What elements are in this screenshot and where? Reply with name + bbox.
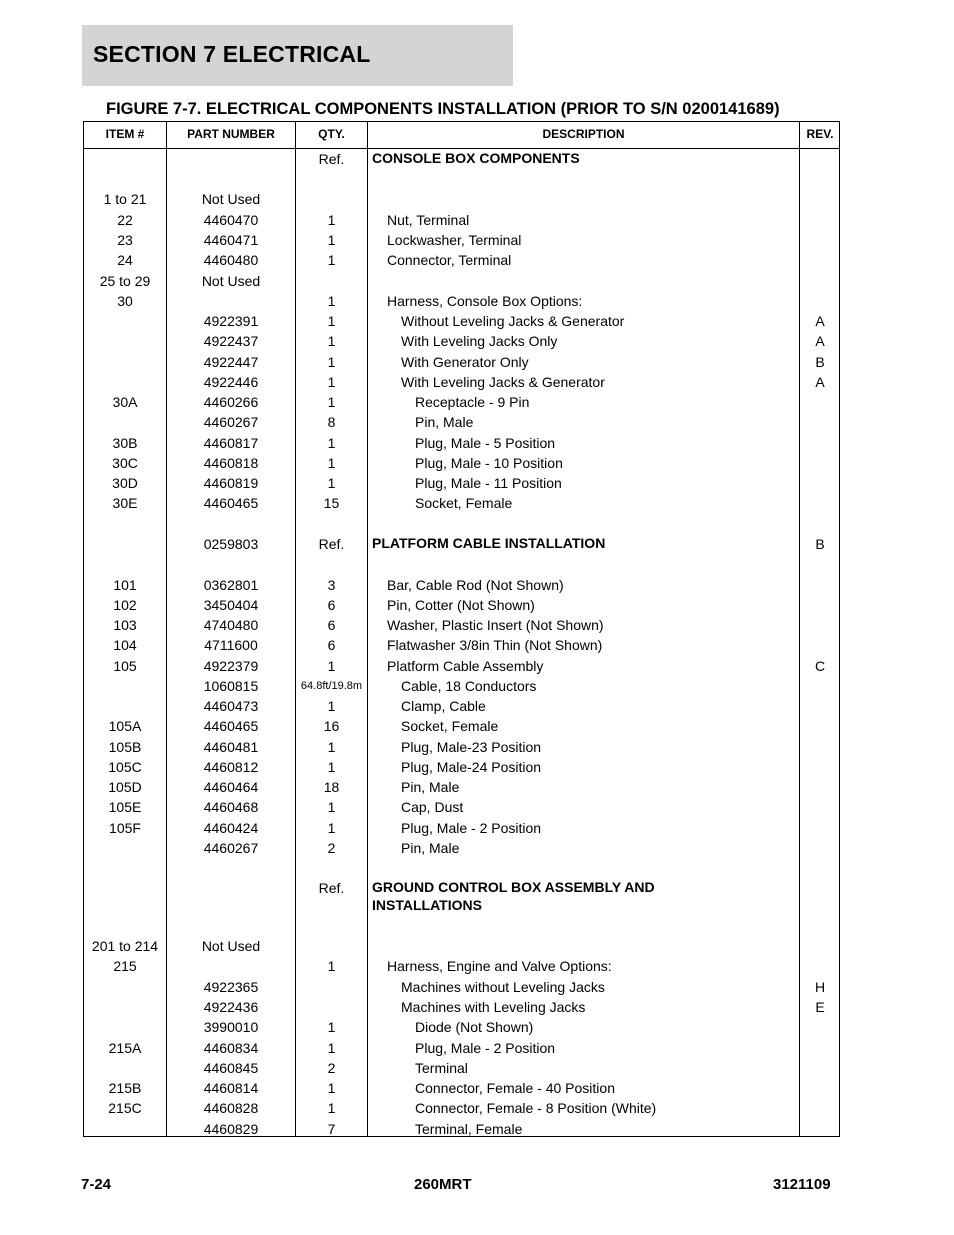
part-number-cell: 4922436 [203, 999, 259, 1015]
table-row [84, 433, 839, 453]
qty-cell: 1 [327, 1019, 336, 1035]
table-row [84, 997, 839, 1017]
part-number-cell: 4460471 [203, 232, 259, 248]
qty-cell: 1 [327, 759, 336, 775]
qty-cell: 1 [327, 739, 336, 755]
qty-cell: 1 [327, 252, 336, 268]
item-cell: 105D [108, 779, 142, 795]
description-cell: Cable, 18 Conductors [401, 678, 537, 694]
item-cell: 24 [117, 252, 133, 268]
table-row [84, 493, 839, 513]
table-row [84, 453, 839, 473]
table-row [84, 250, 839, 270]
qty-cell: 6 [327, 637, 336, 653]
qty-cell: 1 [327, 1080, 336, 1096]
parts-table [83, 121, 840, 1137]
table-row [84, 977, 839, 997]
description-cell: Plug, Male - 5 Position [415, 435, 556, 451]
qty-cell: 1 [327, 658, 336, 674]
table-row [84, 936, 839, 956]
table-row [84, 838, 839, 858]
qty-cell: 1 [327, 333, 336, 349]
description-cell: With Generator Only [401, 354, 529, 370]
qty-cell: 1 [327, 1100, 336, 1116]
table-row [84, 797, 839, 817]
part-number-cell: 3990010 [203, 1019, 259, 1035]
qty-cell: 1 [327, 698, 336, 714]
description-cell: Harness, Engine and Valve Options: [387, 958, 612, 974]
part-number-cell: 4460481 [203, 739, 259, 755]
qty-cell: Ref. [318, 151, 345, 167]
description-cell: Terminal [415, 1060, 468, 1076]
item-cell: 30B [112, 435, 138, 451]
description-cell: Connector, Terminal [387, 252, 512, 268]
table-row [84, 956, 839, 976]
item-cell: 30A [112, 394, 138, 410]
description-cell: Washer, Plastic Insert (Not Shown) [387, 617, 604, 633]
qty-cell: 6 [327, 617, 336, 633]
qty-cell: 1 [327, 455, 336, 471]
description-cell: Pin, Male [401, 840, 460, 856]
part-number-cell: 0259803 [203, 536, 259, 552]
part-number-cell: 4922365 [203, 979, 259, 995]
table-row [84, 676, 839, 696]
part-number-cell: 4740480 [203, 617, 259, 633]
description-cell: Lockwasher, Terminal [387, 232, 522, 248]
description-cell: Plug, Male - 10 Position [415, 455, 563, 471]
table-row [84, 189, 839, 209]
part-number-cell: 4460465 [203, 495, 259, 511]
rev-cell: E [815, 999, 825, 1015]
header-description: DESCRIPTION [542, 127, 625, 141]
rev-cell: B [815, 536, 825, 552]
part-number-cell: 4460266 [203, 394, 259, 410]
description-cell: Diode (Not Shown) [415, 1019, 534, 1035]
qty-cell: 1 [327, 212, 336, 228]
description-cell: Plug, Male-24 Position [401, 759, 542, 775]
item-cell: 215B [108, 1080, 142, 1096]
table-row [84, 271, 839, 291]
description-cell: Machines without Leveling Jacks [401, 979, 605, 995]
part-number-cell: 4460812 [203, 759, 259, 775]
description-cell: Pin, Cotter (Not Shown) [387, 597, 535, 613]
footer-document-number: 3121109 [773, 1176, 831, 1193]
part-number-cell: 4460465 [203, 718, 259, 734]
qty-cell: 1 [327, 1040, 336, 1056]
table-header [84, 122, 839, 149]
qty-cell: 1 [327, 475, 336, 491]
description-cell: Plug, Male - 11 Position [415, 475, 562, 491]
table-row [84, 210, 839, 230]
item-cell: 102 [113, 597, 137, 613]
item-cell: 22 [117, 212, 133, 228]
qty-cell: 1 [327, 394, 336, 410]
table-row [84, 311, 839, 331]
table-row [84, 473, 839, 493]
qty-cell: Ref. [318, 880, 345, 896]
description-cell: With Leveling Jacks Only [401, 333, 558, 349]
description-cell: Pin, Male [401, 779, 460, 795]
table-row [84, 331, 839, 351]
part-number-cell: 4460818 [203, 455, 259, 471]
part-number-cell: 4460424 [203, 820, 259, 836]
description-cell: Clamp, Cable [401, 698, 486, 714]
header-rev: REV. [806, 127, 834, 141]
description-cell: Socket, Female [415, 495, 513, 511]
part-number-cell: 4922447 [203, 354, 259, 370]
qty-cell: 2 [327, 1060, 336, 1076]
part-number-cell: Not Used [201, 938, 261, 954]
header-item: ITEM # [105, 127, 145, 141]
qty-cell: 15 [323, 495, 340, 511]
part-number-cell: 4922437 [203, 333, 259, 349]
description-cell: With Leveling Jacks & Generator [401, 374, 605, 390]
table-row [84, 1098, 839, 1118]
table-row [84, 291, 839, 311]
qty-cell: Ref. [318, 536, 345, 552]
description-cell: CONSOLE BOX COMPONENTS [372, 150, 580, 166]
table-row [84, 534, 839, 554]
part-number-cell: 4460829 [203, 1121, 259, 1137]
table-row [84, 818, 839, 838]
rev-cell: C [814, 658, 826, 674]
part-number-cell: 4711600 [204, 637, 258, 653]
part-number-cell: 4460845 [203, 1060, 259, 1076]
description-cell: Plug, Male - 2 Position [415, 1040, 556, 1056]
table-row [84, 615, 839, 635]
table-row [84, 149, 839, 169]
part-number-cell: 4460828 [203, 1100, 259, 1116]
part-number-cell: 4922379 [203, 658, 259, 674]
item-cell: 1 to 21 [103, 191, 147, 207]
qty-cell: 1 [327, 374, 336, 390]
item-cell: 105B [108, 739, 142, 755]
qty-cell: 1 [327, 799, 336, 815]
description-cell: Nut, Terminal [387, 212, 470, 228]
table-row [84, 757, 839, 777]
part-number-cell: 4460473 [203, 698, 259, 714]
item-cell: 105A [108, 718, 142, 734]
description-cell: Harness, Console Box Options: [387, 293, 583, 309]
section-title: SECTION 7 ELECTRICAL [93, 41, 371, 67]
table-row [84, 1078, 839, 1098]
description-cell: Flatwasher 3/8in Thin (Not Shown) [387, 637, 603, 653]
item-cell: 101 [113, 577, 137, 593]
rev-cell: A [815, 333, 825, 349]
table-row [84, 352, 839, 372]
item-cell: 201 to 214 [91, 938, 159, 954]
qty-cell: 3 [327, 577, 336, 593]
rev-cell: H [814, 979, 826, 995]
item-cell: 23 [117, 232, 133, 248]
qty-cell: 1 [327, 232, 336, 248]
table-row [84, 696, 839, 716]
header-part-number: PART NUMBER [187, 127, 275, 141]
rev-cell: A [815, 313, 825, 329]
qty-cell: 6 [327, 597, 336, 613]
table-row [84, 656, 839, 676]
qty-cell: 1 [327, 354, 336, 370]
description-cell: GROUND CONTROL BOX ASSEMBLY AND INSTALLATIONS [372, 879, 655, 913]
description-cell: Connector, Female - 40 Position [415, 1080, 615, 1096]
table-row [84, 1017, 839, 1037]
description-cell: Machines with Leveling Jacks [401, 999, 586, 1015]
qty-cell: 7 [327, 1121, 336, 1137]
table-row [84, 737, 839, 757]
qty-cell: 64.8ft/19.8m [300, 680, 363, 692]
part-number-cell: 4460267 [203, 840, 259, 856]
qty-cell: 16 [323, 718, 340, 734]
qty-cell: 18 [323, 779, 340, 795]
table-row [84, 1119, 839, 1139]
part-number-cell: 4460819 [203, 475, 259, 491]
part-number-cell: 4922446 [203, 374, 259, 390]
part-number-cell: 4460267 [203, 414, 259, 430]
table-row [84, 595, 839, 615]
part-number-cell: 4922391 [203, 313, 259, 329]
item-cell: 30 [117, 293, 133, 309]
item-cell: 215 [113, 958, 137, 974]
qty-cell: 1 [327, 958, 336, 974]
part-number-cell: 1060815 [203, 678, 259, 694]
part-number-cell: 4460480 [203, 252, 259, 268]
table-row [84, 230, 839, 250]
description-cell: Cap, Dust [401, 799, 464, 815]
description-cell: Platform Cable Assembly [387, 658, 544, 674]
description-cell: Receptacle - 9 Pin [415, 394, 530, 410]
table-row [84, 372, 839, 392]
table-row [84, 392, 839, 412]
item-cell: 215A [108, 1040, 142, 1056]
description-cell: PLATFORM CABLE INSTALLATION [372, 535, 606, 551]
item-cell: 105F [109, 820, 141, 836]
footer-page-number: 7-24 [81, 1176, 112, 1193]
part-number-cell: 4460464 [203, 779, 259, 795]
part-number-cell: Not Used [201, 273, 261, 289]
description-cell: Pin, Male [415, 414, 474, 430]
part-number-cell: 0362801 [203, 577, 259, 593]
figure-title: FIGURE 7-7. ELECTRICAL COMPONENTS INSTALLATION (PRIOR TO S/N 0200141689) [106, 100, 780, 118]
item-cell: 105C [108, 759, 142, 775]
table-row [84, 1038, 839, 1058]
description-cell: Terminal, Female [415, 1121, 523, 1137]
qty-cell: 8 [327, 414, 336, 430]
part-number-cell: Not Used [201, 191, 261, 207]
description-cell: Without Leveling Jacks & Generator [401, 313, 625, 329]
rev-cell: B [815, 354, 825, 370]
item-cell: 105E [108, 799, 142, 815]
footer-model: 260MRT [414, 1176, 472, 1193]
item-cell: 103 [113, 617, 137, 633]
description-cell: Plug, Male-23 Position [401, 739, 542, 755]
description-cell: Connector, Female - 8 Position (White) [415, 1100, 657, 1116]
qty-cell: 2 [327, 840, 336, 856]
description-cell: Plug, Male - 2 Position [401, 820, 542, 836]
part-number-cell: 4460814 [203, 1080, 259, 1096]
part-number-cell: 3450404 [203, 597, 259, 613]
section-banner [82, 25, 513, 86]
description-cell: Socket, Female [401, 718, 499, 734]
qty-cell: 1 [327, 435, 336, 451]
item-cell: 25 to 29 [99, 273, 151, 289]
part-number-cell: 4460817 [203, 435, 259, 451]
table-row [84, 716, 839, 736]
qty-cell: 1 [327, 293, 336, 309]
item-cell: 30E [112, 495, 138, 511]
table-row [84, 777, 839, 797]
item-cell: 104 [113, 637, 137, 653]
description-cell: Bar, Cable Rod (Not Shown) [387, 577, 564, 593]
header-qty: QTY. [318, 127, 345, 141]
table-row [84, 412, 839, 432]
item-cell: 105 [113, 658, 137, 674]
rev-cell: A [815, 374, 825, 390]
qty-cell: 1 [327, 820, 336, 836]
table-row [84, 878, 839, 913]
item-cell: 30D [112, 475, 138, 491]
table-row [84, 1058, 839, 1078]
part-number-cell: 4460470 [203, 212, 259, 228]
qty-cell: 1 [327, 313, 336, 329]
table-row [84, 635, 839, 655]
item-cell: 215C [108, 1100, 142, 1116]
part-number-cell: 4460468 [203, 799, 259, 815]
table-row [84, 575, 839, 595]
item-cell: 30C [112, 455, 138, 471]
part-number-cell: 4460834 [203, 1040, 259, 1056]
